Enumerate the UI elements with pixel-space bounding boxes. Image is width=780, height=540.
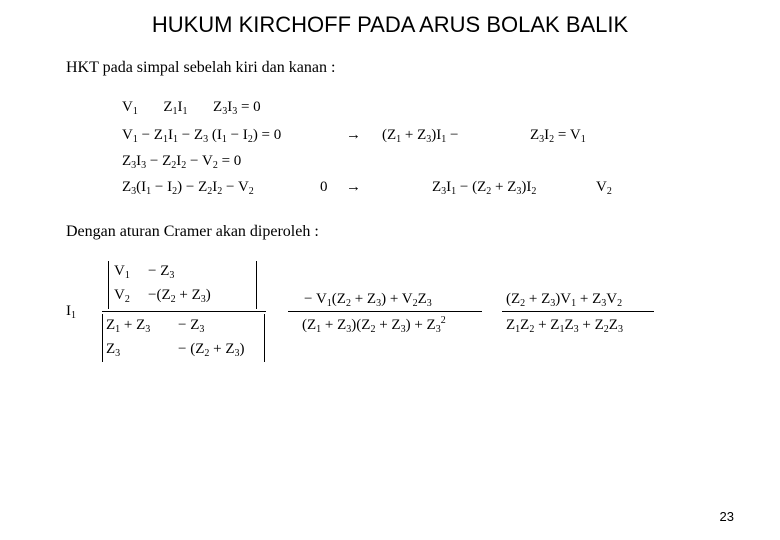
frac-term: + Z bbox=[350, 291, 377, 307]
intro-text: HKT pada simpal sebelah kiri dan kanan : bbox=[66, 59, 336, 76]
frac-term: + Z bbox=[525, 291, 551, 307]
frac-term: V bbox=[606, 291, 618, 307]
eq3-sub: 3 bbox=[141, 160, 147, 171]
equation-row-2-rhs-tail bbox=[530, 128, 586, 143]
eq4-sub: 3 bbox=[131, 186, 137, 197]
fraction-bar-1 bbox=[102, 311, 266, 312]
solution-lhs bbox=[66, 304, 76, 319]
frac-sub: 3 bbox=[426, 298, 432, 309]
eq4r-sub: 2 bbox=[486, 186, 492, 197]
fraction-2-denominator bbox=[302, 315, 446, 335]
eq1-sub: 3 bbox=[232, 106, 238, 117]
eq2-sub: 1 bbox=[162, 134, 168, 145]
frac-term: + Z bbox=[576, 291, 602, 307]
frac-sub: 3 bbox=[346, 324, 352, 335]
eq2r-term: − bbox=[446, 127, 459, 143]
eq3-term: − V bbox=[186, 153, 213, 169]
eq2r-sub: 1 bbox=[396, 134, 402, 145]
frac-sub: 2 bbox=[617, 298, 623, 309]
frac-term: Z bbox=[520, 317, 530, 333]
fraction-bar-2 bbox=[288, 311, 482, 312]
det-sub: 3 bbox=[169, 270, 175, 281]
den-det-r2c2 bbox=[178, 342, 245, 357]
eq3-term: I bbox=[176, 153, 182, 169]
frac-sub: 2 bbox=[529, 324, 535, 335]
eq4-term: (I bbox=[136, 179, 147, 195]
eq4r-term: + Z bbox=[491, 179, 517, 195]
det-sub: 2 bbox=[170, 294, 176, 305]
eq1-equals-zero: = 0 bbox=[240, 99, 261, 115]
frac-sub: 1 bbox=[316, 324, 322, 335]
frac-sub: 1 bbox=[326, 298, 332, 309]
frac-term: (Z bbox=[331, 291, 346, 307]
fraction-bar-3 bbox=[502, 311, 654, 312]
frac-sub: 2 bbox=[520, 298, 526, 309]
eq4-sub: 2 bbox=[172, 186, 178, 197]
eq3-sub: 2 bbox=[171, 160, 177, 171]
det-sub: 3 bbox=[115, 348, 121, 359]
det-sub: 2 bbox=[124, 294, 130, 305]
num-det-r2c1 bbox=[114, 288, 130, 303]
eq2-term: − Z bbox=[141, 127, 163, 143]
eq4r-term: Z bbox=[432, 179, 442, 195]
eq1-sub: 1 bbox=[172, 106, 178, 117]
eq4r-term: I bbox=[446, 179, 452, 195]
frac-term: Z bbox=[506, 317, 516, 333]
eq2-term: I bbox=[167, 127, 173, 143]
fraction-3-denominator bbox=[506, 318, 623, 333]
den-det-r1c2 bbox=[178, 318, 204, 333]
frac-sub: 1 bbox=[515, 324, 521, 335]
det-entry: − Z bbox=[178, 317, 200, 333]
eq4r-term: )I bbox=[521, 179, 532, 195]
eq2-term: − I bbox=[226, 127, 248, 143]
eq3-term: = 0 bbox=[217, 153, 242, 169]
det-entry: + Z bbox=[209, 341, 235, 357]
eq3-term: − Z bbox=[146, 153, 172, 169]
eq4-v2 bbox=[596, 180, 612, 195]
det-sub: 3 bbox=[199, 324, 205, 335]
eq3-term: I bbox=[136, 153, 142, 169]
den-det-r1c1 bbox=[106, 318, 150, 333]
eq4r-term: V bbox=[596, 179, 607, 195]
eq2-sub: 1 bbox=[221, 134, 227, 145]
eq2-term: − Z bbox=[181, 127, 204, 143]
frac-term: ) + V bbox=[381, 291, 413, 307]
det-entry: + Z bbox=[120, 317, 146, 333]
eq2r-term: I bbox=[544, 127, 550, 143]
frac-term: + Z bbox=[321, 317, 347, 333]
eq2r-sub: 1 bbox=[580, 134, 586, 145]
num-det-right-bar bbox=[256, 261, 257, 309]
eq1-term-z3: Z bbox=[213, 99, 223, 115]
cramer-text: Dengan aturan Cramer akan diperoleh : bbox=[66, 223, 319, 240]
lhs-i: I bbox=[66, 303, 71, 319]
eq4-zero: 0 bbox=[320, 179, 328, 195]
equation-row-4-left bbox=[122, 180, 254, 195]
det-sub: 1 bbox=[124, 270, 130, 281]
det-sub: 3 bbox=[145, 324, 151, 335]
eq2-sub: 1 bbox=[172, 134, 178, 145]
det-entry: Z bbox=[106, 341, 116, 357]
page-number: 23 bbox=[719, 509, 734, 524]
eq4-term: Z bbox=[122, 179, 132, 195]
eq2r-term: )I bbox=[431, 127, 442, 143]
eq1-term-i3: I bbox=[227, 99, 233, 115]
frac-term: + Z bbox=[534, 317, 560, 333]
eq2r-sub: 3 bbox=[539, 134, 545, 145]
eq2r-sub: 1 bbox=[441, 134, 447, 145]
eq4r-sub: 3 bbox=[516, 186, 522, 197]
frac-term: )(Z bbox=[351, 317, 371, 333]
eq4r-term: − (Z bbox=[456, 179, 487, 195]
frac-sub: 3 bbox=[435, 324, 441, 335]
det-sub: 1 bbox=[115, 324, 121, 335]
det-entry: ) bbox=[205, 287, 211, 303]
eq4r-sub: 1 bbox=[451, 186, 457, 197]
eq4-sub: 2 bbox=[217, 186, 223, 197]
eq4r-sub: 2 bbox=[606, 186, 612, 197]
frac-term: + Z bbox=[578, 317, 604, 333]
eq2r-term: Z bbox=[530, 127, 540, 143]
eq4r-sub: 3 bbox=[441, 186, 447, 197]
num-det-r2c2 bbox=[148, 288, 211, 303]
frac-sub: 2 bbox=[370, 324, 376, 335]
det-entry: Z bbox=[106, 317, 116, 333]
frac-sub: 2 bbox=[345, 298, 351, 309]
eq1-sub: 1 bbox=[132, 106, 138, 117]
equation-row-1 bbox=[122, 100, 261, 115]
arrow-row-2: → bbox=[346, 127, 361, 143]
det-entry: V bbox=[114, 287, 125, 303]
eq4-term: ) − Z bbox=[177, 179, 208, 195]
frac-term: + Z bbox=[375, 317, 401, 333]
frac-sub: 1 bbox=[559, 324, 565, 335]
den-det-right-bar bbox=[264, 314, 265, 362]
lhs-sub: 1 bbox=[71, 310, 76, 321]
eq2r-sub: 3 bbox=[426, 134, 432, 145]
det-entry: + Z bbox=[175, 287, 201, 303]
num-det-r1c1 bbox=[114, 264, 130, 279]
frac-sub: 3 bbox=[573, 324, 579, 335]
frac-sub: 3 bbox=[400, 324, 406, 335]
eq4-term: − V bbox=[222, 179, 249, 195]
arrow-row-4: → bbox=[346, 179, 361, 195]
eq4-sub: 2 bbox=[207, 186, 213, 197]
frac-term: Z bbox=[417, 291, 427, 307]
frac-term: (Z bbox=[506, 291, 521, 307]
frac-sup: 2 bbox=[440, 315, 446, 326]
frac-term: Z bbox=[564, 317, 574, 333]
frac-term: − V bbox=[304, 291, 327, 307]
eq1-sub: 3 bbox=[222, 106, 228, 117]
eq4-term: − I bbox=[151, 179, 173, 195]
eq2-term: (I bbox=[211, 127, 222, 143]
det-entry: − Z bbox=[148, 263, 170, 279]
eq1-term-v: V bbox=[122, 99, 133, 115]
num-det-r1c2 bbox=[148, 264, 174, 279]
eq2-sub: 1 bbox=[132, 134, 138, 145]
eq2-sub: 2 bbox=[247, 134, 253, 145]
det-sub: 2 bbox=[204, 348, 210, 359]
eq4-sub: 1 bbox=[146, 186, 152, 197]
frac-sub: 2 bbox=[412, 298, 418, 309]
eq2-term: ) = 0 bbox=[252, 127, 282, 143]
eq1-sub: 1 bbox=[182, 106, 188, 117]
eq3-sub: 2 bbox=[181, 160, 187, 171]
frac-sub: 3 bbox=[617, 324, 623, 335]
det-entry: −(Z bbox=[148, 287, 171, 303]
fraction-3-numerator bbox=[506, 292, 622, 307]
eq3-sub: 3 bbox=[131, 160, 137, 171]
eq4r-sub: 2 bbox=[531, 186, 537, 197]
frac-term: )V bbox=[555, 291, 572, 307]
frac-sub: 3 bbox=[550, 298, 556, 309]
eq2r-sub: 2 bbox=[549, 134, 555, 145]
eq4-term: I bbox=[212, 179, 218, 195]
eq2-term: V bbox=[122, 127, 133, 143]
den-det-left-bar bbox=[102, 314, 103, 362]
frac-sub: 2 bbox=[603, 324, 609, 335]
equation-row-3 bbox=[122, 154, 241, 169]
det-sub: 3 bbox=[234, 348, 240, 359]
equation-row-2-right bbox=[382, 128, 459, 143]
eq3-term: Z bbox=[122, 153, 132, 169]
det-entry: ) bbox=[239, 341, 245, 357]
eq1-term-i1: I bbox=[177, 99, 183, 115]
equation-row-2-left bbox=[122, 128, 281, 143]
frac-term: ) + Z bbox=[405, 317, 436, 333]
eq2-sub: 3 bbox=[203, 134, 209, 145]
frac-sub: 3 bbox=[376, 298, 382, 309]
frac-sub: 1 bbox=[571, 298, 577, 309]
frac-sub: 3 bbox=[601, 298, 607, 309]
det-entry: V bbox=[114, 263, 125, 279]
eq4-sub: 2 bbox=[248, 186, 254, 197]
equation-row-4-right bbox=[432, 180, 536, 195]
eq2r-term: (Z bbox=[382, 127, 397, 143]
frac-term: Z bbox=[608, 317, 618, 333]
num-det-left-bar bbox=[108, 261, 109, 309]
eq1-term-z1: Z bbox=[163, 99, 173, 115]
slide-title: HUKUM KIRCHOFF PADA ARUS BOLAK BALIK bbox=[151, 12, 629, 37]
det-entry: − (Z bbox=[178, 341, 205, 357]
det-sub: 3 bbox=[200, 294, 206, 305]
fraction-2-numerator bbox=[304, 292, 432, 307]
eq2r-term: = V bbox=[554, 127, 581, 143]
frac-term: (Z bbox=[302, 317, 317, 333]
eq2r-term: + Z bbox=[401, 127, 427, 143]
eq3-sub: 2 bbox=[212, 160, 218, 171]
den-det-r2c1 bbox=[106, 342, 120, 357]
